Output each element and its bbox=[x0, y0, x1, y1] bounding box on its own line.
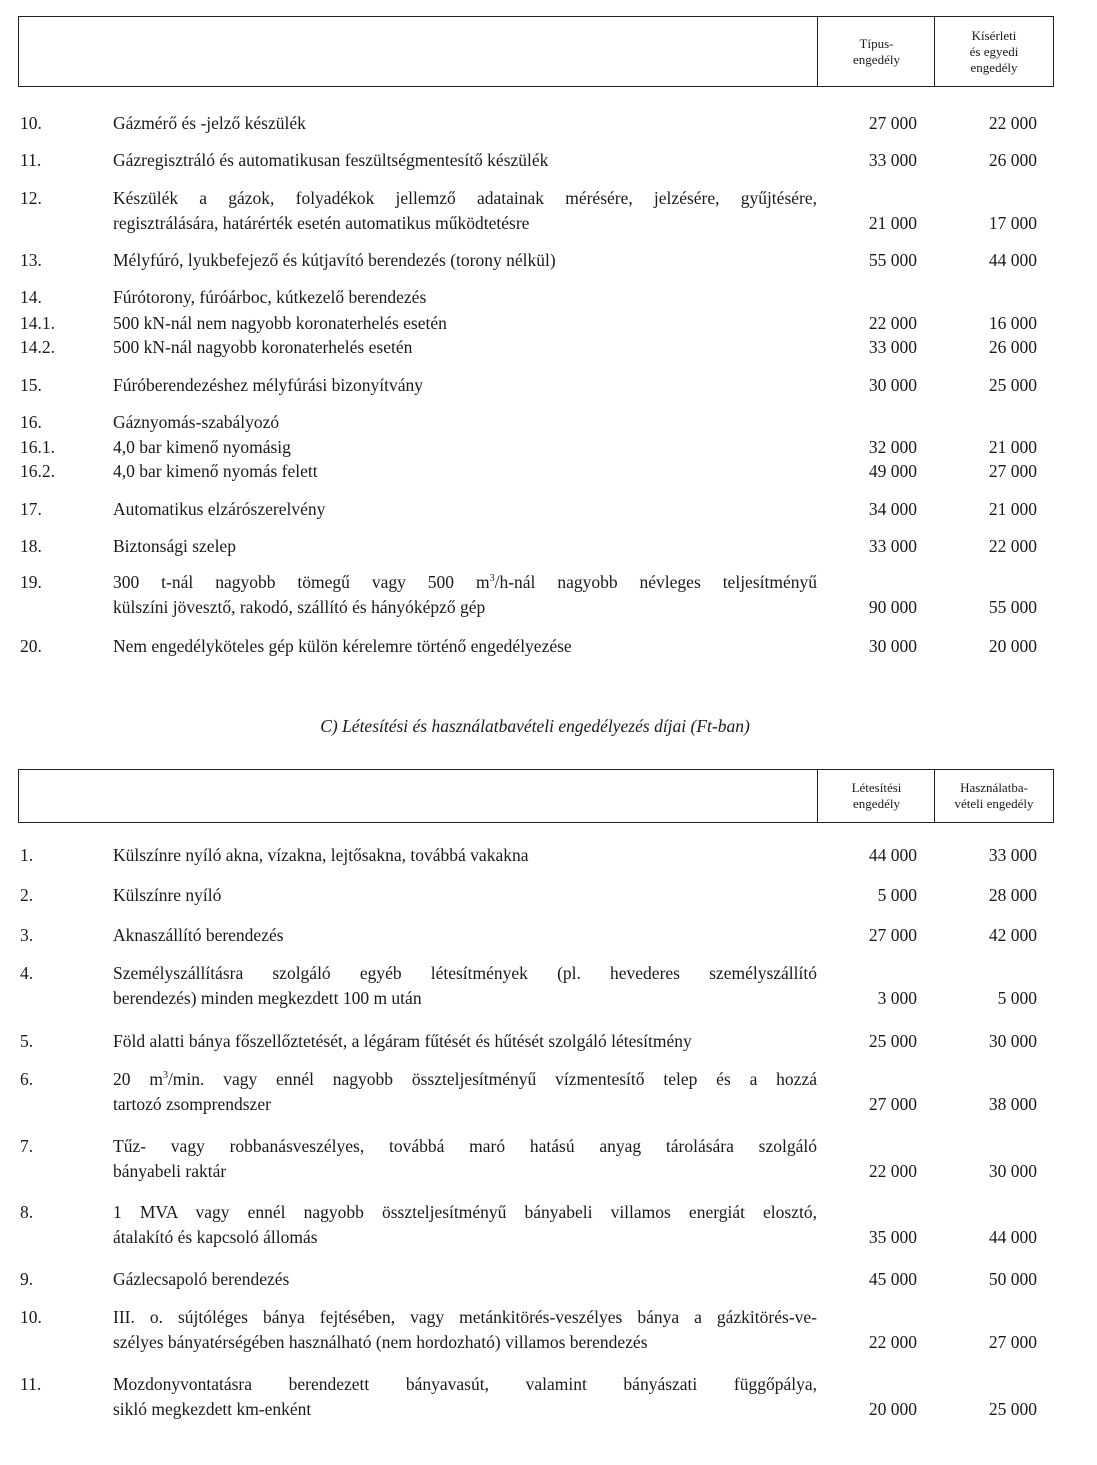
header-type-approval: Típus- engedély bbox=[853, 35, 900, 67]
description-line: Külszínre nyíló akna, vízakna, lejtősakna, továbbá vakakna bbox=[113, 845, 529, 865]
row-description bbox=[113, 570, 817, 620]
description-line: Személyszállításra szolgáló egyéb létesítmények (pl. hevederes személyszállító bbox=[113, 963, 817, 983]
fee-value-first: 55 000 bbox=[868, 250, 917, 270]
row-description bbox=[113, 1267, 817, 1292]
row-description bbox=[113, 311, 817, 336]
fee-value-second: 44 000 bbox=[988, 1227, 1037, 1247]
row-number: 10. bbox=[20, 1307, 42, 1327]
row-number: 17. bbox=[20, 499, 42, 519]
row-number: 19. bbox=[20, 572, 42, 592]
row-description bbox=[113, 883, 817, 908]
row-description bbox=[113, 1067, 817, 1117]
fee-value-first: 22 000 bbox=[868, 1332, 917, 1352]
row-description bbox=[113, 1372, 817, 1422]
table-b-header bbox=[18, 16, 1054, 87]
description-line: Gázmérő és -jelző készülék bbox=[113, 113, 306, 133]
description-line: Gáznyomás-szabályozó bbox=[113, 412, 280, 432]
fee-value-first: 22 000 bbox=[868, 1161, 917, 1181]
description-line: Gázlecsapoló berendezés bbox=[113, 1269, 290, 1289]
fee-value-second: 22 000 bbox=[988, 113, 1037, 133]
description-line: 20 $m^3/\min$. vagy ennél nagyobb összteljesítményű vízmentesítő telep és a hozzá bbox=[113, 1069, 817, 1089]
fee-value-second: 17 000 bbox=[988, 213, 1037, 233]
description-line: III. o. sújtóléges bánya fejtésében, vagy metánkitörés-veszélyes bánya a gázkitörés-ve- bbox=[113, 1307, 817, 1327]
description-line: Készülék a gázok, folyadékok jellemző adatainak mérésére, jelzésére, gyűjtésére, bbox=[113, 188, 817, 208]
row-description bbox=[113, 843, 817, 868]
fee-value-second: 50 000 bbox=[988, 1269, 1037, 1289]
description-line: Fúróberendezéshez mélyfúrási bizonyítvány bbox=[113, 375, 424, 395]
fee-value-first: 25 000 bbox=[868, 1031, 917, 1051]
row-number: 9. bbox=[20, 1269, 34, 1289]
row-description bbox=[113, 435, 817, 460]
row-description bbox=[113, 1029, 817, 1054]
row-number: 11. bbox=[20, 150, 42, 170]
row-description bbox=[113, 285, 817, 310]
description-line: Mélyfúró, lyukbefejező és kútjavító berendezés (torony nélkül) bbox=[113, 250, 556, 270]
section-c-title: C) Létesítési és használatbavételi engedélyezés díjai (Ft-ban) bbox=[320, 716, 750, 736]
header-establishment-permit: Létesítési engedély bbox=[851, 780, 902, 811]
description-line: Gázregisztráló és automatikusan feszültségmentesítő készülék bbox=[113, 150, 549, 170]
row-description bbox=[113, 148, 817, 173]
table-c-header bbox=[18, 769, 1054, 823]
description-line: szélyes bányatérségében használható (nem hordozható) villamos berendezés bbox=[113, 1332, 648, 1352]
row-number: 16.2. bbox=[20, 461, 55, 481]
row-number: 16.1. bbox=[20, 437, 55, 457]
row-description bbox=[113, 1305, 817, 1355]
fee-value-first: 27 000 bbox=[868, 1094, 917, 1114]
fee-value-second: 38 000 bbox=[988, 1094, 1037, 1114]
fee-value-first: 3 000 bbox=[877, 988, 917, 1008]
description-line: Külszínre nyíló bbox=[113, 885, 222, 905]
fee-value-first: 30 000 bbox=[868, 375, 917, 395]
table-b-header-col1 bbox=[817, 17, 935, 86]
row-number: 11. bbox=[20, 1374, 42, 1394]
row-number: 2. bbox=[20, 885, 34, 905]
fee-value-second: 25 000 bbox=[988, 375, 1037, 395]
description-line: Biztonsági szelep bbox=[113, 536, 236, 556]
row-number: 1. bbox=[20, 845, 34, 865]
fee-value-second: 20 000 bbox=[988, 636, 1037, 656]
fee-value-first: 30 000 bbox=[868, 636, 917, 656]
fee-value-first: 21 000 bbox=[868, 213, 917, 233]
row-number: 12. bbox=[20, 188, 42, 208]
row-description bbox=[113, 186, 817, 236]
row-description bbox=[113, 961, 817, 1011]
fee-value-second: 55 000 bbox=[988, 597, 1037, 617]
row-number: 3. bbox=[20, 925, 34, 945]
fee-value-second: 30 000 bbox=[988, 1161, 1037, 1181]
fee-value-first: 22 000 bbox=[868, 313, 917, 333]
row-description bbox=[113, 923, 817, 948]
header-commissioning-permit: Használatba- vételi engedély bbox=[954, 780, 1034, 811]
fee-value-second: 5 000 bbox=[997, 988, 1037, 1008]
fee-value-first: 27 000 bbox=[868, 925, 917, 945]
description-line: 1 MVA vagy ennél nagyobb összteljesítményű bányabeli villamos energiát elosztó, bbox=[113, 1202, 817, 1222]
fee-value-first: 90 000 bbox=[868, 597, 917, 617]
fee-value-second: 27 000 bbox=[988, 1332, 1037, 1352]
description-line: Mozdonyvontatásra berendezett bányavasút, valamint bányászati függőpálya, bbox=[113, 1374, 817, 1394]
row-number: 14.1. bbox=[20, 313, 55, 333]
row-description bbox=[113, 634, 817, 659]
description-line: Fúrótorony, fúróárboc, kútkezelő berendezés bbox=[113, 287, 427, 307]
fee-value-second: 27 000 bbox=[988, 461, 1037, 481]
fee-value-first: 32 000 bbox=[868, 437, 917, 457]
row-description bbox=[113, 1200, 817, 1250]
fee-value-first: 34 000 bbox=[868, 499, 917, 519]
row-description bbox=[113, 1134, 817, 1184]
description-line: sikló megkezdett km-enként bbox=[113, 1399, 312, 1419]
row-number: 7. bbox=[20, 1136, 34, 1156]
fee-value-first: 33 000 bbox=[868, 150, 917, 170]
table-b-header-col2 bbox=[934, 17, 1053, 86]
description-line: Föld alatti bánya főszellőztetését, a légáram fűtését és hűtését szolgáló létesítmény bbox=[113, 1031, 692, 1051]
description-line: Nem engedélyköteles gép külön kérelemre történő engedélyezése bbox=[113, 636, 572, 656]
fee-value-second: 26 000 bbox=[988, 337, 1037, 357]
description-line: Aknaszállító berendezés bbox=[113, 925, 284, 945]
row-description bbox=[113, 335, 817, 360]
description-line: bányabeli raktár bbox=[113, 1161, 227, 1181]
description-line: Tűz- vagy robbanásveszélyes, továbbá maró hatású anyag tárolására szolgáló bbox=[113, 1136, 817, 1156]
description-line: átalakító és kapcsoló állomás bbox=[113, 1227, 318, 1247]
row-description bbox=[113, 373, 817, 398]
row-number: 15. bbox=[20, 375, 42, 395]
fee-value-second: 28 000 bbox=[988, 885, 1037, 905]
row-number: 20. bbox=[20, 636, 42, 656]
fee-value-second: 42 000 bbox=[988, 925, 1037, 945]
description-line: 4,0 bar kimenő nyomásig bbox=[113, 437, 291, 457]
fee-value-second: 22 000 bbox=[988, 536, 1037, 556]
row-number: 14.2. bbox=[20, 337, 55, 357]
row-number: 10. bbox=[20, 113, 42, 133]
fee-value-second: 25 000 bbox=[988, 1399, 1037, 1419]
row-description bbox=[113, 410, 817, 435]
description-line: 500 kN-nál nem nagyobb koronaterhelés esetén bbox=[113, 313, 447, 333]
fee-value-second: 16 000 bbox=[988, 313, 1037, 333]
description-line: tartozó zsomprendszer bbox=[113, 1094, 271, 1114]
description-line: 4,0 bar kimenő nyomás felett bbox=[113, 461, 318, 481]
row-description bbox=[113, 248, 817, 273]
row-description bbox=[113, 534, 817, 559]
fee-value-second: 21 000 bbox=[988, 437, 1037, 457]
row-number: 6. bbox=[20, 1069, 34, 1089]
row-number: 18. bbox=[20, 536, 42, 556]
header-experimental-approval: Kísérleti és egyedi engedély bbox=[969, 27, 1019, 75]
fee-value-first: 27 000 bbox=[868, 113, 917, 133]
row-number: 13. bbox=[20, 250, 42, 270]
description-line: berendezés) minden megkezdett 100 m után bbox=[113, 988, 422, 1008]
fee-value-second: 44 000 bbox=[988, 250, 1037, 270]
fee-value-first: 35 000 bbox=[868, 1227, 917, 1247]
row-description bbox=[113, 497, 817, 522]
description-line: 300 t-nál nagyobb tömegű vagy 500 $m^3/h$-nál nagyobb névleges teljesítményű bbox=[113, 572, 817, 592]
fee-value-first: 33 000 bbox=[868, 337, 917, 357]
table-c-header-col1 bbox=[817, 770, 935, 822]
row-description bbox=[113, 459, 817, 484]
fee-value-first: 20 000 bbox=[868, 1399, 917, 1419]
fee-value-second: 30 000 bbox=[988, 1031, 1037, 1051]
row-number: 16. bbox=[20, 412, 42, 432]
fee-value-first: 45 000 bbox=[868, 1269, 917, 1289]
row-description bbox=[113, 111, 817, 136]
description-line: 500 kN-nál nagyobb koronaterhelés esetén bbox=[113, 337, 413, 357]
table-c-header-col2 bbox=[934, 770, 1053, 822]
fee-value-first: 5 000 bbox=[877, 885, 917, 905]
fee-value-first: 44 000 bbox=[868, 845, 917, 865]
fee-value-first: 49 000 bbox=[868, 461, 917, 481]
fee-value-first: 33 000 bbox=[868, 536, 917, 556]
fee-value-second: 26 000 bbox=[988, 150, 1037, 170]
description-line: Automatikus elzárószerelvény bbox=[113, 499, 326, 519]
row-number: 5. bbox=[20, 1031, 34, 1051]
description-line: külszíni jövesztő, rakodó, szállító és hányóképző gép bbox=[113, 597, 486, 617]
row-number: 4. bbox=[20, 963, 34, 983]
row-number: 14. bbox=[20, 287, 42, 307]
description-line: regisztrálására, határérték esetén automatikus működtetésre bbox=[113, 213, 530, 233]
row-number: 8. bbox=[20, 1202, 34, 1222]
fee-value-second: 21 000 bbox=[988, 499, 1037, 519]
fee-value-second: 33 000 bbox=[988, 845, 1037, 865]
